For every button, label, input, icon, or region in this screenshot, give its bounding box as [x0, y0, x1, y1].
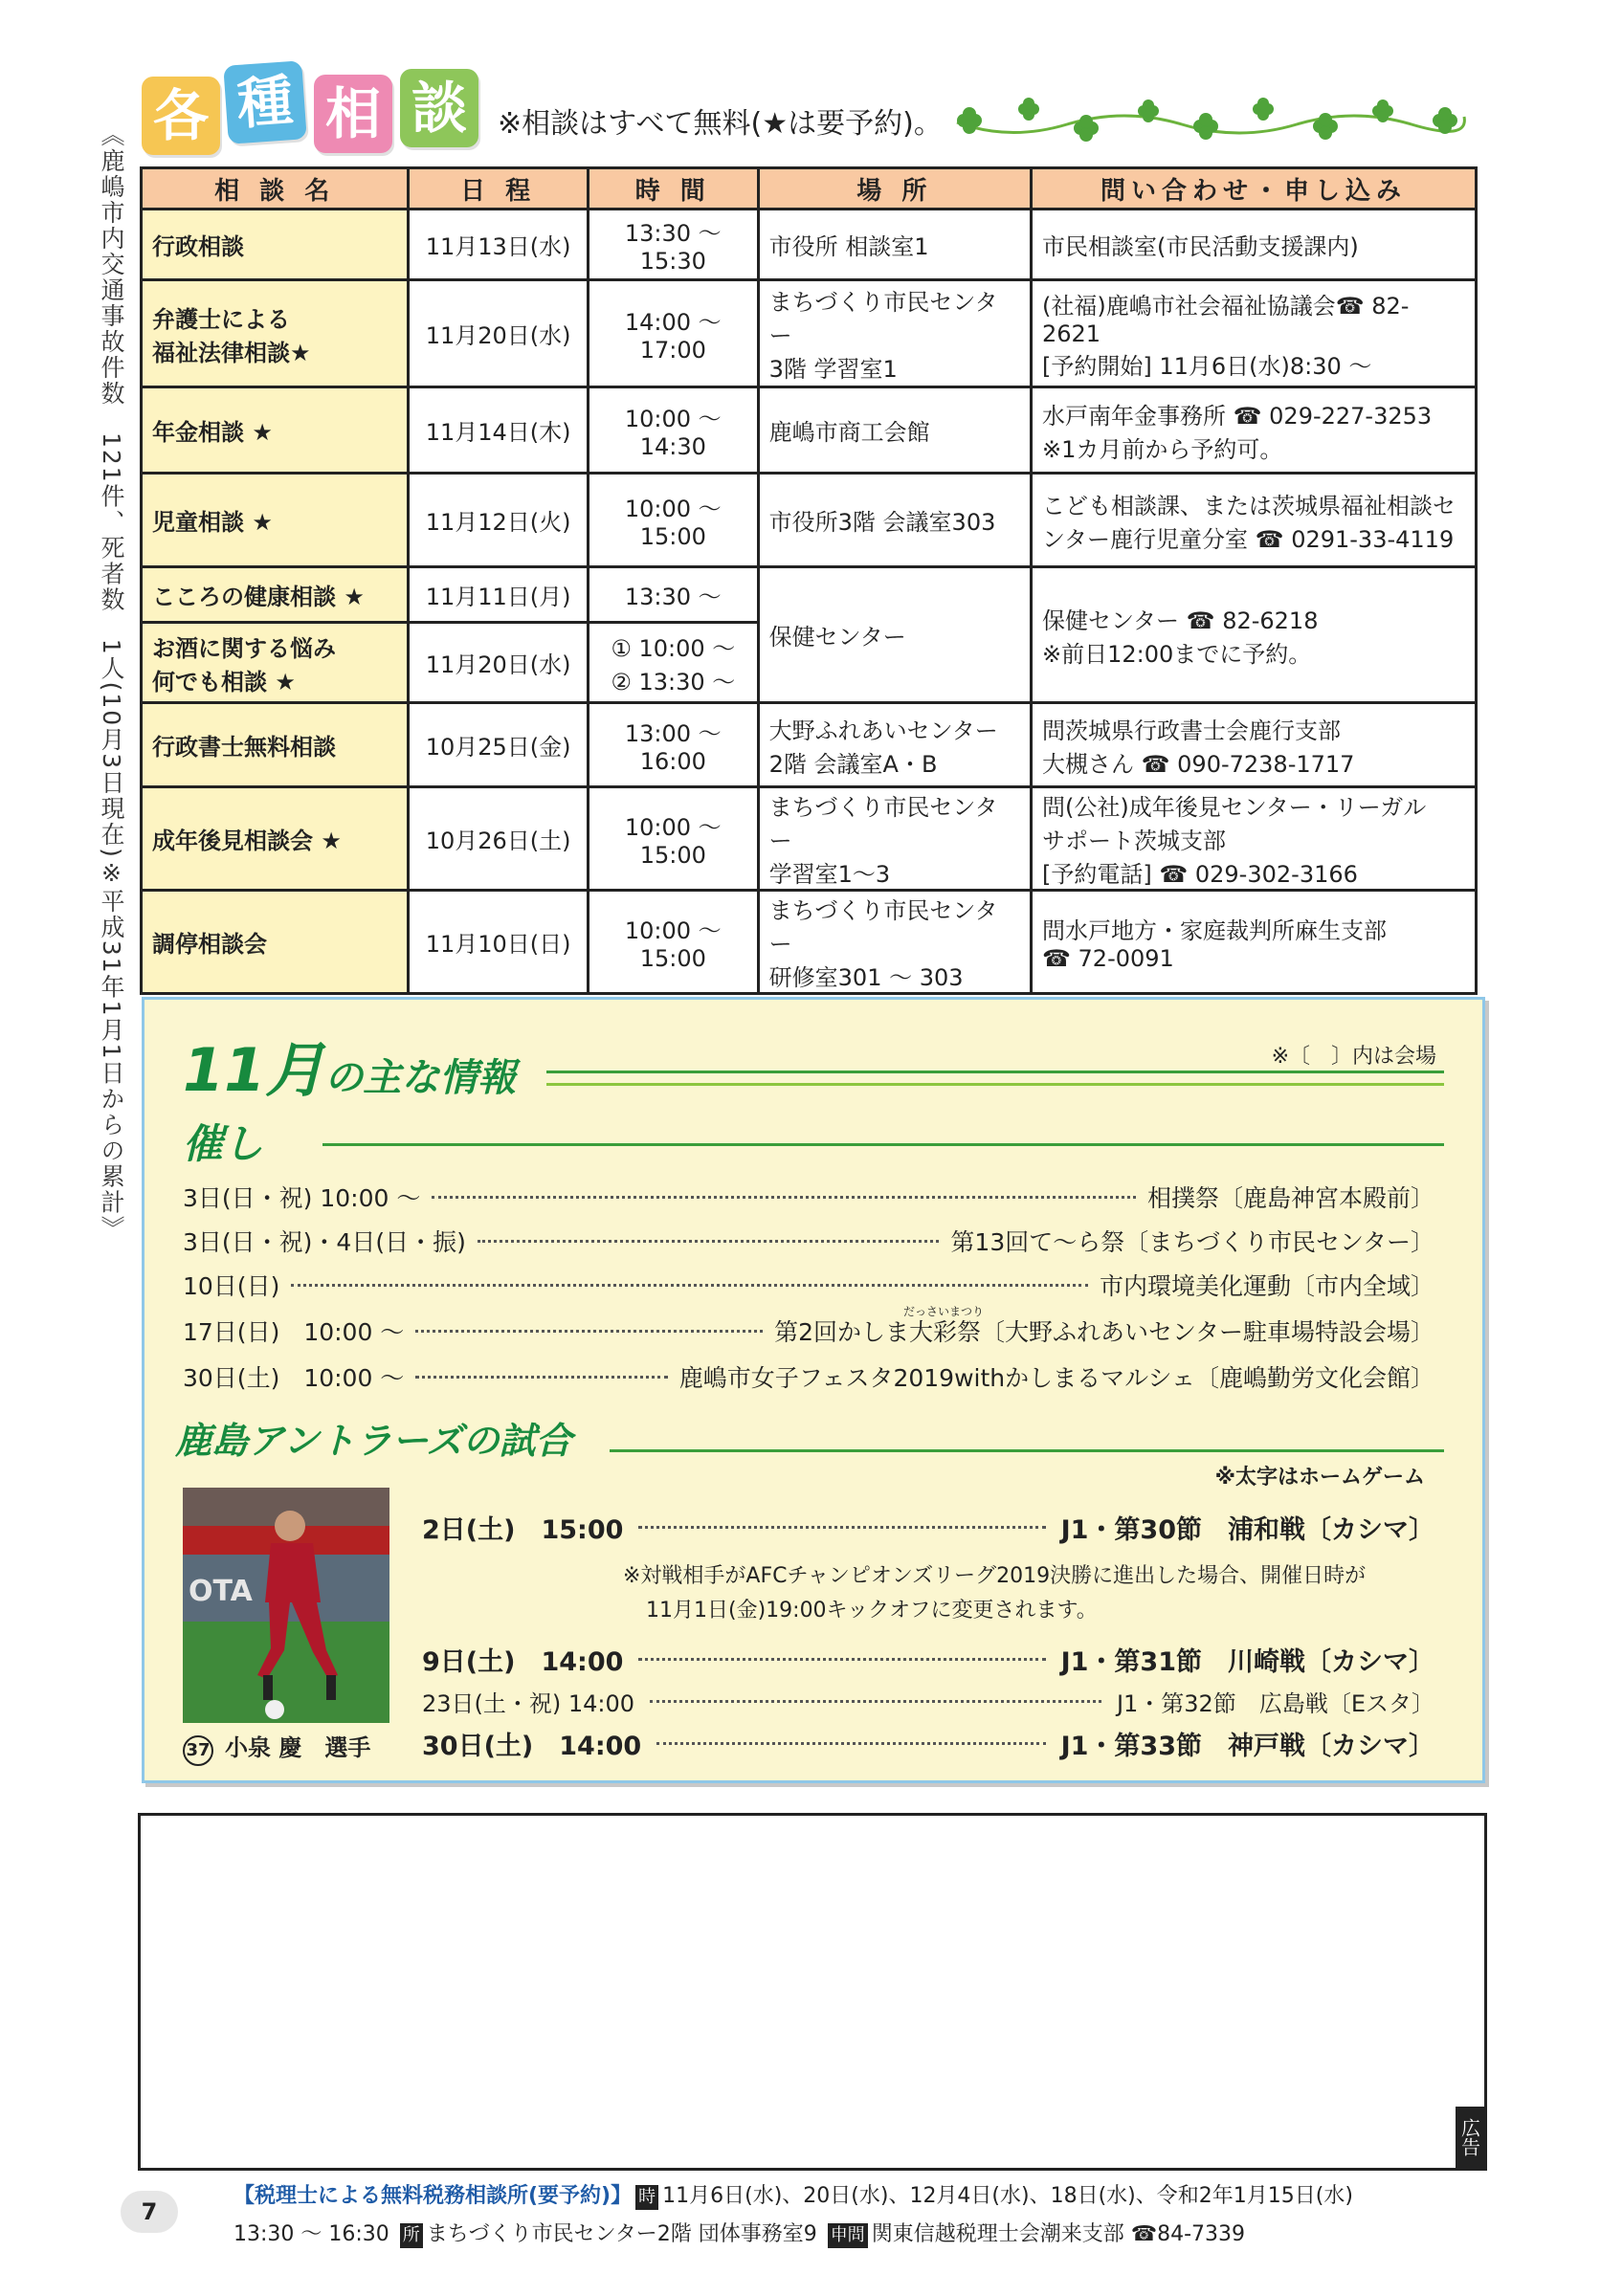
table-row	[142, 474, 1477, 567]
game-note-line: ※対戦相手がAFCチャンピオンズリーグ2019決勝に進出した場合、開催日時が	[623, 1564, 1367, 1588]
consult-place	[758, 280, 1031, 387]
player-photo	[183, 1488, 389, 1723]
player-number: 37	[183, 1735, 213, 1766]
consult-name: 調停相談会	[142, 891, 409, 994]
contact-line: ☎ 72-0091	[1042, 945, 1174, 972]
game-row	[422, 1639, 1434, 1679]
place-line: 3階 学習室1	[768, 356, 898, 383]
info-title-month: 11月	[183, 1035, 325, 1105]
contact-line: ※1カ月前から予約可。	[1042, 435, 1283, 463]
leader-dots	[650, 1700, 1101, 1703]
contact-line: ンター鹿行児童分室 ☎ 0291-33-4119	[1042, 525, 1455, 553]
name-line: お酒に関する悩み	[152, 634, 336, 662]
contact-line: 問(公社)成年後見センター・リーガル	[1042, 794, 1427, 821]
leader-dots	[638, 1658, 1045, 1661]
consult-contact	[1032, 280, 1477, 387]
game-note-line: 11月1日(金)19:00キックオフに変更されます。	[646, 1599, 1098, 1623]
place-line: 研修室301 ～ 303	[768, 964, 964, 991]
name-line: 弁護士による	[152, 305, 290, 333]
event-row	[183, 1358, 1434, 1396]
leader-dots	[656, 1742, 1045, 1745]
page-number: 7	[121, 2191, 178, 2233]
place-line: 大野ふれあいセンター	[768, 717, 998, 744]
consult-contact	[1032, 474, 1477, 567]
consult-date: 11月12日(火)	[409, 474, 589, 567]
footer-line	[233, 2216, 1497, 2254]
event-date: 17日(日) 10:00 ～	[183, 1318, 405, 1346]
name-line: 何でも相談 ★	[152, 668, 296, 695]
consult-place: 市役所3階 会議室303	[758, 474, 1031, 567]
game-match: J1・第30節 浦和戦〔カシマ〕	[1060, 1514, 1434, 1545]
column-header: 時 間	[588, 168, 758, 210]
name-line: 福祉法律相談★	[152, 339, 311, 366]
contact-line: [予約開始] 11月6日(水)8:30 ～	[1042, 352, 1372, 380]
contact-badge: 申問	[828, 2223, 868, 2248]
game-date: 23日(土・祝) 14:00	[422, 1689, 635, 1717]
leader-dots	[478, 1240, 940, 1243]
event-date: 3日(日・祝)・4日(日・振)	[183, 1228, 466, 1256]
consult-place: 市役所 相談室1	[758, 210, 1031, 280]
contact-line: ※前日12:00までに予約。	[1042, 640, 1312, 668]
consult-name: 成年後見相談会 ★	[142, 787, 409, 891]
event-name-part: 第2回かしま	[774, 1318, 909, 1346]
leader-dots	[415, 1376, 667, 1379]
table-row	[142, 387, 1477, 474]
consult-contact	[1032, 891, 1477, 994]
consult-date: 11月13日(水)	[409, 210, 589, 280]
title-tile: 種	[223, 60, 307, 144]
player-caption	[183, 1729, 403, 1766]
clover-garland-decoration	[952, 96, 1469, 144]
title-rule	[546, 1071, 1444, 1086]
venue-note: ※〔 〕内は会場	[1271, 1045, 1436, 1069]
game-date: 30日(土) 14:00	[422, 1731, 642, 1761]
consult-time: 10:00 ～ 15:00	[588, 787, 758, 891]
time-line: ② 13:30 ～	[611, 668, 736, 695]
title-tile: 各	[142, 77, 220, 155]
title-tile: 相	[314, 75, 392, 153]
event-name: 市内環境美化運動〔市内全域〕	[1099, 1272, 1434, 1300]
consult-time: 10:00 ～ 14:30	[588, 387, 758, 474]
ruby-reading: だっさいまつり	[902, 1305, 984, 1318]
consult-date: 11月20日(水)	[409, 623, 589, 703]
player-name: 小泉 慶 選手	[225, 1734, 371, 1761]
consult-name: 行政書士無料相談	[142, 703, 409, 787]
event-date: 10日(日)	[183, 1272, 280, 1300]
consult-contact	[1032, 567, 1477, 703]
event-name-part: 〔大野ふれあいセンター駐車場特設会場〕	[980, 1318, 1434, 1346]
column-header: 相 談 名	[142, 168, 409, 210]
consult-date: 10月25日(金)	[409, 703, 589, 787]
consult-contact	[1032, 703, 1477, 787]
place-line: まちづくり市民センター	[768, 794, 998, 854]
ruby-base: 大彩祭	[908, 1318, 981, 1346]
event-row	[183, 1222, 1434, 1260]
consult-time: 10:00 ～ 15:00	[588, 891, 758, 994]
consult-contact	[1032, 787, 1477, 891]
place-badge: 所	[400, 2223, 423, 2248]
leader-dots	[432, 1196, 1136, 1199]
place-line: 2階 会議室A・B	[768, 750, 938, 778]
november-info-panel	[142, 997, 1485, 1783]
event-date: 3日(日・祝) 10:00 ～	[183, 1184, 421, 1212]
free-consultation-note: ※相談はすべて無料(★は要予約)。	[498, 107, 943, 141]
consult-date: 11月10日(日)	[409, 891, 589, 994]
consult-contact: 市民相談室(市民活動支援課内)	[1032, 210, 1477, 280]
consult-place	[758, 787, 1031, 891]
svg-text:OTA: OTA	[189, 1575, 253, 1608]
event-name	[774, 1305, 1434, 1348]
consult-contact	[1032, 387, 1477, 474]
contact-line: サポート茨城支部	[1042, 828, 1226, 854]
leader-dots	[638, 1526, 1045, 1529]
table-row	[142, 787, 1477, 891]
consult-place: 鹿嶋市商工会館	[758, 387, 1031, 474]
events-rule	[322, 1143, 1444, 1148]
consult-time: 10:00 ～ 15:00	[588, 474, 758, 567]
contact-line: 保健センター ☎ 82-6218	[1042, 607, 1319, 634]
consult-time	[588, 623, 758, 703]
table-row	[142, 703, 1477, 787]
event-row	[183, 1178, 1434, 1216]
footer-phone: ☎84-7339	[1130, 2222, 1246, 2246]
game-schedule-note	[623, 1559, 1366, 1628]
footer-line	[233, 2177, 1497, 2216]
contact-line: 問茨城県行政書士会鹿行支部	[1042, 717, 1341, 744]
game-row	[422, 1723, 1434, 1763]
event-name: 鹿嶋市女子フェスタ2019withかしまるマルシェ〔鹿嶋勤労文化会館〕	[678, 1364, 1434, 1392]
antlers-rule	[610, 1449, 1444, 1454]
game-row	[422, 1507, 1434, 1547]
event-name: 相撲祭〔鹿島神宮本殿前〕	[1146, 1184, 1434, 1212]
consult-name: 行政相談	[142, 210, 409, 280]
ad-label: 広告	[1456, 2107, 1484, 2168]
event-name: 第13回て～ら祭〔まちづくり市民センター〕	[950, 1228, 1434, 1256]
contact-line: 問水戸地方・家庭裁判所麻生支部	[1042, 917, 1387, 944]
leader-dots	[415, 1330, 763, 1333]
events-heading: 催し	[183, 1120, 264, 1167]
consult-time: 13:00 ～ 16:00	[588, 703, 758, 787]
footer-hours: 13:30 ～ 16:30	[233, 2222, 389, 2246]
contact-line: (社福)鹿嶋市社会福祉協議会☎ 82-2621	[1042, 292, 1410, 347]
event-row	[183, 1266, 1434, 1304]
contact-line: こども相談課、または茨城県福祉相談セ	[1042, 492, 1456, 519]
table-header-row	[142, 168, 1477, 210]
column-header: 問い合わせ・申し込み	[1032, 168, 1477, 210]
traffic-accident-note: 《鹿嶋市内交通事故件数 121件、死者数 1人(10月3日現在)※平成31年1月1日からの累計》	[98, 122, 125, 1242]
footer-contact: 関東信越税理士会潮来支部	[871, 2222, 1124, 2246]
table-row	[142, 891, 1477, 994]
event-row	[183, 1305, 1434, 1350]
consult-time: 13:30 ～	[588, 567, 758, 623]
antlers-heading: 鹿島アントラーズの試合	[175, 1420, 572, 1462]
event-date: 30日(土) 10:00 ～	[183, 1364, 405, 1392]
info-title	[183, 1023, 516, 1108]
table-row	[142, 280, 1477, 387]
consult-name	[142, 280, 409, 387]
advertisement-box	[138, 1813, 1487, 2171]
time-line: ① 10:00 ～	[611, 634, 736, 662]
consult-date: 11月14日(木)	[409, 387, 589, 474]
column-header: 日 程	[409, 168, 589, 210]
place-line: まちづくり市民センター	[768, 897, 998, 958]
consult-date: 10月26日(土)	[409, 787, 589, 891]
table-row	[142, 567, 1477, 623]
footer-dates: 11月6日(水)、20日(水)、12月4日(水)、18日(水)、令和2年1月15日(水)	[662, 2184, 1353, 2208]
table-row	[142, 210, 1477, 280]
consult-place	[758, 891, 1031, 994]
title-tile: 談	[400, 69, 478, 147]
consult-time: 14:00 ～ 17:00	[588, 280, 758, 387]
leader-dots	[291, 1284, 1088, 1287]
place-line: まちづくり市民センター	[768, 289, 998, 349]
consult-name: 児童相談 ★	[142, 474, 409, 567]
home-game-note: ※太字はホームゲーム	[1214, 1466, 1425, 1490]
time-badge: 時	[635, 2185, 658, 2210]
consult-date: 11月20日(水)	[409, 280, 589, 387]
event-name-ruby-word	[902, 1305, 984, 1346]
footer-title: 【税理士による無料税務相談所(要予約)】	[233, 2184, 633, 2208]
consult-date: 11月11日(月)	[409, 567, 589, 623]
game-row	[422, 1681, 1434, 1721]
contact-line: [予約電話] ☎ 029-302-3166	[1042, 861, 1358, 888]
game-match: J1・第33節 神戸戦〔カシマ〕	[1060, 1731, 1434, 1761]
contact-line: 水戸南年金事務所 ☎ 029-227-3253	[1042, 402, 1433, 430]
consult-name	[142, 623, 409, 703]
contact-line: 大槻さん ☎ 090-7238-1717	[1042, 750, 1355, 778]
tax-consultation-notice	[233, 2177, 1497, 2254]
info-title-rest: の主な情報	[324, 1056, 517, 1100]
game-match: J1・第31節 川崎戦〔カシマ〕	[1060, 1646, 1434, 1677]
place-line: 学習室1～3	[768, 861, 891, 888]
consultation-table	[140, 166, 1478, 995]
game-date: 9日(土) 14:00	[422, 1646, 624, 1677]
consult-name: 年金相談 ★	[142, 387, 409, 474]
consult-place	[758, 703, 1031, 787]
consult-place: 保健センター	[758, 567, 1031, 703]
consult-name: こころの健康相談 ★	[142, 567, 409, 623]
footer-place: まちづくり市民センター2階 団体事務室9	[426, 2222, 817, 2246]
game-match: J1・第32節 広島戦〔Eスタ〕	[1116, 1689, 1434, 1717]
consult-time: 13:30 ～ 15:30	[588, 210, 758, 280]
column-header: 場 所	[758, 168, 1031, 210]
game-date: 2日(土) 15:00	[422, 1514, 624, 1545]
